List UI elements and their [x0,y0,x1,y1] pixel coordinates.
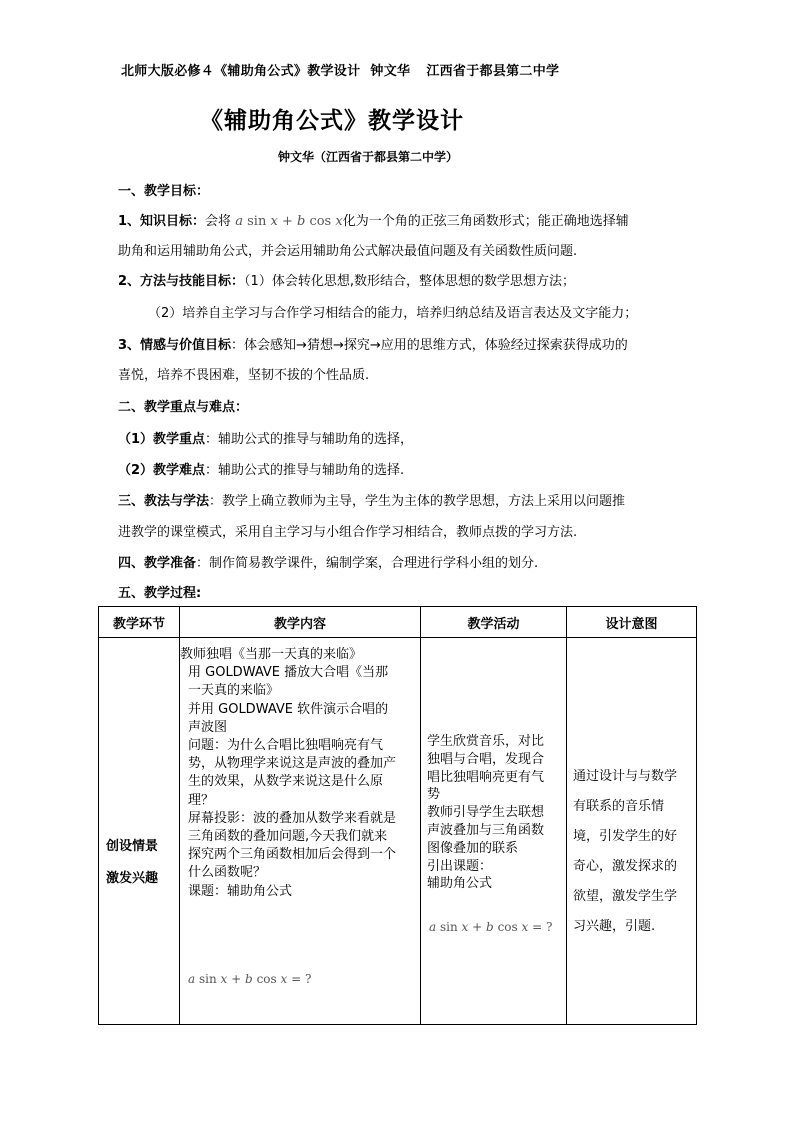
intent-line: 有联系的音乐情 [573,799,665,814]
activity-line: 教师引导学生去联想 [427,805,545,821]
header-intent: 设计意图 [567,607,697,638]
activity-line: 势 [427,787,441,803]
header-stage: 教学环节 [99,607,180,638]
section-4-label: 四、教学准备 [118,556,197,571]
difficult-point-text: ：辅助公式的推导与辅助角的选择. [205,463,405,478]
section-2-heading: 二、教学重点与难点： [118,400,249,415]
key-point-label: （1）教学重点 [118,432,206,447]
activity-line: 独唱与合唱，发现合 [427,751,545,767]
section-3-text: ：教学上确立教师为主导，学生为主体的教学思想，方法上采用以问题推 [209,494,626,509]
running-header [121,60,559,79]
content-line: 用 GOLDWAVE 播放大合唱《当那 [188,665,389,681]
content-line: 生的效果，从数学来说这是什么原 [188,774,384,790]
content-line: 势，从物理学来说这是声波的叠加产 [188,756,397,772]
process-table [98,606,697,1025]
key-point [118,428,413,447]
section-3-label: 三、教法与学法 [118,494,210,509]
header-activity: 教学活动 [421,607,567,638]
stage-line-1: 创设情景 [106,839,159,854]
key-point-text: ：辅助公式的推导与辅助角的选择， [205,432,414,447]
goal-2 [118,270,575,289]
activity-line: 图像叠加的联系 [427,840,519,856]
section-4-text: ：制作简易教学课件，编制学案，合理进行学科小组的划分. [196,556,539,571]
difficult-point-label: （2）教学难点 [118,463,206,478]
table-header-row [99,607,697,638]
activity-line: 辅助角公式 [427,876,493,892]
content-line: 教师独唱《当那一天真的来临》 [180,647,363,662]
activity-line: 声波叠加与三角函数 [427,823,545,838]
section-5-heading: 五、教学过程: [118,586,202,601]
content-line: 声波图 [188,719,228,735]
section-1-heading: 一、教学目标： [118,184,210,199]
difficult-point [118,459,404,478]
formula-inline: a sin x + b cos x [235,214,343,229]
goal-1 [118,210,629,229]
goal-3-label: 3、情感与价值目标 [118,338,232,353]
content-line: 并用 GOLDWAVE 软件演示合唱的 [188,701,389,717]
page-title: 《辅助角公式》教学设计 [200,108,464,134]
content-line: 屏幕投影：波的叠加从数学来看就是 [188,810,397,826]
table-row [99,638,697,1025]
goal-1-line2: 助角和运用辅助角公式，并会运用辅助角公式解决最值问题及有关函数性质问题. [118,244,578,259]
content-line: 一天真的来临》 [188,683,280,699]
cell-content [180,638,421,1025]
goal-1-post: 化为一个角的正弦三角函数形式；能正确地选择辅 [342,214,629,229]
goal-3-text: ：体会感知→猜想→探究→应用的思维方式，体验经过探索获得成功的 [231,338,628,353]
activity-formula: a sin x + b cos x = ? [429,920,553,934]
header-school: 江西省于都县第二中学 [426,64,560,79]
activity-line: 唱比独唱响亮更有气 [427,769,545,785]
cell-activity [421,638,567,1025]
content-line: 什么函数呢？ [188,865,267,881]
goal-1-label: 1、知识目标： [118,214,206,229]
header-content: 教学内容 [180,607,421,638]
content-line: 问题：为什么合唱比独唱响亮有气 [188,738,384,753]
intent-line: 习兴趣，引题. [573,919,656,934]
intent-line: 奇心，激发探求的 [573,859,678,874]
cell-intent [567,638,697,1025]
cell-stage [99,638,180,1025]
content-line: 课题：辅助角公式 [188,883,293,899]
section-3 [118,490,625,509]
goal-2-label: 2、方法与技能目标： [118,274,245,289]
activity-line: 学生欣赏音乐，对比 [427,734,545,749]
header-series: 北师大版必修４《辅助角公式》教学设计 [121,64,361,79]
activity-line: 引出课题： [427,858,493,874]
content-formula: a sin x + b cos x = ? [188,972,312,986]
content-line: 理？ [188,792,215,808]
goal-2-line2: （2）培养自主学习与合作学习相结合的能力，培养归纳总结及语言表达及文字能力； [148,306,638,321]
goal-2-text: （1）体会转化思想,数形结合，整体思想的数学思想方法； [244,274,575,289]
stage-line-2: 激发兴趣 [106,871,159,886]
author-line: 钟文华（江西省于都县第二中学） [278,150,459,164]
goal-3-line2: 喜悦，培养不畏困难，坚韧不拔的个性品质. [118,368,370,383]
section-4 [118,552,538,571]
content-line: 三角函数的叠加问题,今天我们就来 [188,829,388,844]
goal-1-pre: 会将 [205,214,232,229]
intent-line: 欲望，激发学生学 [573,889,678,904]
goal-3 [118,334,628,353]
content-line: 探究两个三角函数相加后会得到一个 [188,847,397,863]
intent-line: 境，引发学生的好 [573,829,678,844]
header-author: 钟文华 [370,64,411,79]
intent-line: 通过设计与与数学 [573,769,678,784]
section-3-line2: 进教学的课堂模式，采用自主学习与小组合作学习相结合，教师点拨的学习方法. [118,525,578,540]
